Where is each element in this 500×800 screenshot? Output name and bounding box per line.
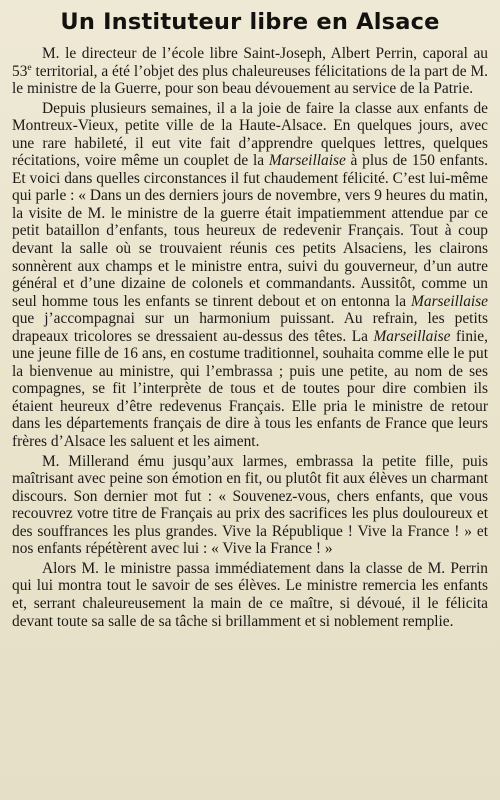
marseillaise-italic-1: Marseillaise (268, 152, 346, 170)
paragraph-2 (12, 100, 488, 451)
paragraph-2-text-c: que j’accompagnai sur un harmonium puissant. Au refrain, les petits drapeaux tricolores se dressaient au-dessus des têtes. La (12, 310, 488, 345)
paragraph-1-text-a: M. le directeur de l’école libre Saint-Joseph, Albert Perrin, caporal au 53 (12, 45, 488, 80)
marseillaise-italic-2: Marseillaise (411, 292, 488, 310)
paragraph-2-text-d: finie, une jeune fille de 16 ans, en costume traditionnel, souhaita comme elle le put la bienvenue au ministre, qui l’embrassa ; puis une petite, au nom de ses compagnes, se fit l’interprète de tous et de toutes pour dire combien ils étaient heureux d’être redevenus Français. Elle pria le ministre de retour dans les départements français de dire à tous les enfants de France que leurs frères d’Alsace les saluent et les aiment. (12, 327, 488, 451)
paragraph-2-text-b: à plus de 150 enfants. Et voici dans quelles circonstances il fut chaudement félicité. C’est lui-même qui parle : « Dans un des derniers jours de novembre, vers 9 heures du matin, la visite de M. le ministre de la guerre était impatiemment attendue par ce petit bataillon d’enfants, tous heureux de redevenir Français. Tout à coup devant la salle où se trouvaient réunis ces petits Alsaciens, les clairons sonnèrent aux champs et le ministre entra, suivi du gouverneur, d’un autre général et d’une dizaine de colonels et commandants. Aussitôt, comme un seul homme tous les enfants se tinrent debout et on entonna la (12, 152, 488, 310)
article-body (12, 45, 488, 630)
paragraph-3: M. Millerand ému jusqu’aux larmes, embrassa la petite fille, puis maîtrisant avec peine son émotion en fit, ou plutôt fit aux élèves un charmant discours. Son dernier mot fut : « Souvenez-vous, chers enfants, que vous recouvrez votre titre de Français au prix des sacrifices les plus douloureux et des souffrances les plus grandes. Vive la République ! Vive la France ! » et nos enfants répétèrent avec lui : « Vive la France ! » (12, 452, 488, 558)
paragraph-1-text-b: territorial, a été l’objet des plus chaleureuses félicitations de la part de M. le ministre de la Guerre, pour son beau dévouement au service de la Patrie. (12, 62, 488, 98)
ordinal-superscript: e (27, 61, 32, 73)
marseillaise-italic-3: Marseillaise (373, 327, 451, 345)
paragraph-1 (12, 45, 488, 98)
article-title: Un Instituteur libre en Alsace (60, 9, 440, 35)
paragraph-4: Alors M. le ministre passa immédiatement dans la classe de M. Perrin qui lui montra tout le savoir de ses élèves. Le ministre remercia les enfants et, serrant chaleureusement la main de ce maître, si dévoué, il le félicita devant toute sa salle de sa tâche si brillamment et si noblement remplie. (12, 559, 488, 630)
paragraph-2-text-a: Depuis plusieurs semaines, il a la joie de faire la classe aux enfants de Montreux-Vieux, petite ville de la Haute-Alsace. En quelques jours, avec une rare habileté, il eut vite fait d’apprendre quelques lettres, quelques récitations, voire même un couplet de la (12, 99, 488, 170)
